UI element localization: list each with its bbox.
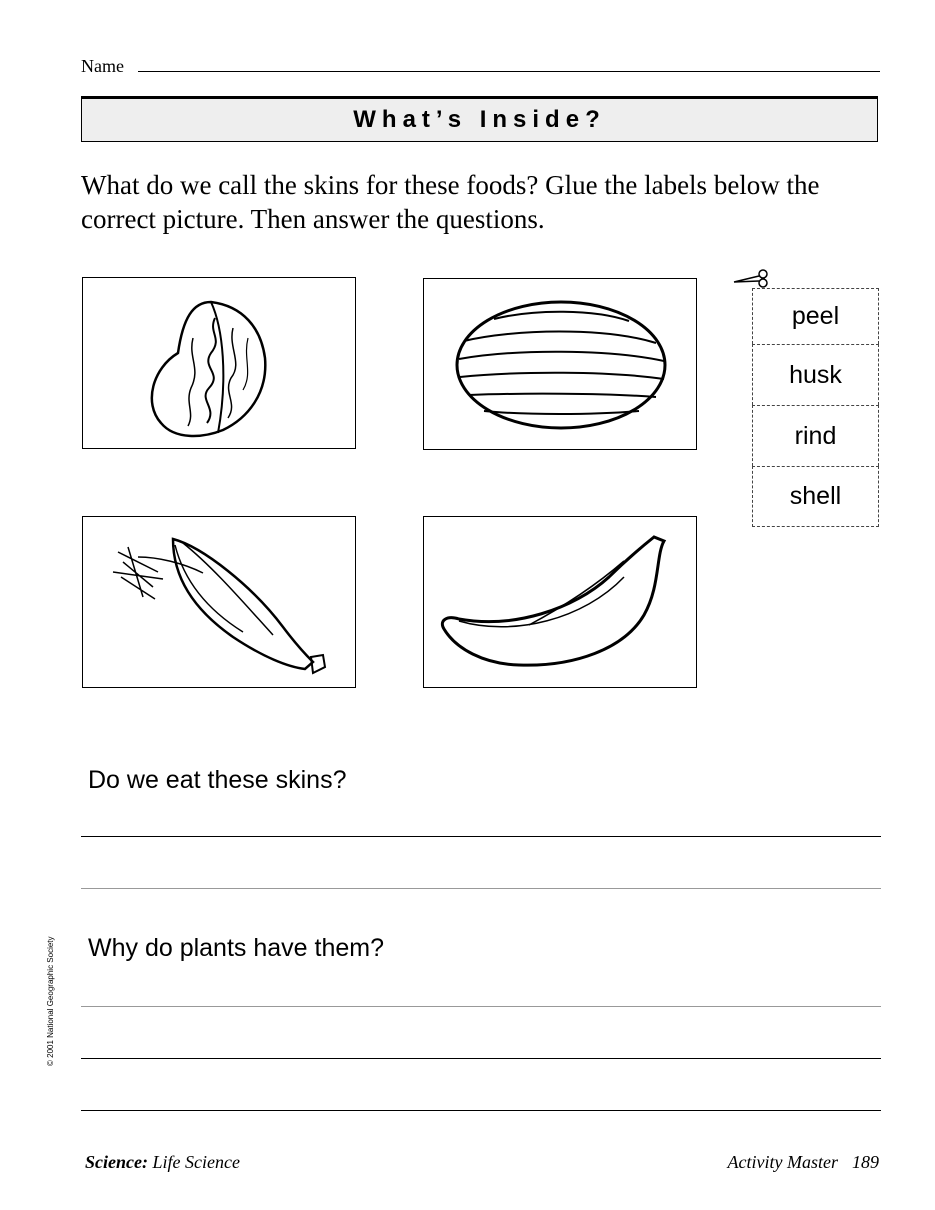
name-label: Name	[81, 56, 124, 76]
page-title: What’s Inside?	[353, 106, 606, 133]
title-banner	[81, 96, 878, 142]
picture-banana	[423, 516, 697, 688]
label-husk[interactable]: husk	[752, 344, 879, 405]
footer-page-info	[728, 1152, 879, 1173]
cutout-labels	[752, 288, 879, 527]
banana-peel-icon	[424, 517, 698, 691]
answer-line[interactable]	[81, 1058, 881, 1059]
picture-watermelon	[423, 278, 697, 450]
page-number: 189	[852, 1152, 879, 1172]
footer-subject	[85, 1152, 240, 1173]
label-peel[interactable]: peel	[752, 288, 879, 344]
question-1: Do we eat these skins?	[88, 766, 347, 794]
answer-line[interactable]	[81, 888, 881, 889]
name-write-line[interactable]	[138, 71, 880, 72]
answer-line[interactable]	[81, 836, 881, 837]
footer-subject-label: Science:	[85, 1152, 148, 1172]
footer-doc-type: Activity Master	[727, 1152, 838, 1172]
instructions: What do we call the skins for these foods? Glue the labels below the correct picture. Then answer the questions.	[81, 170, 820, 234]
watermelon-rind-icon	[424, 279, 698, 453]
corn-husk-icon	[83, 517, 357, 691]
question-2: Why do plants have them?	[88, 934, 384, 962]
answer-line[interactable]	[81, 1006, 881, 1007]
label-shell[interactable]: shell	[752, 466, 879, 527]
footer-topic: Life Science	[152, 1152, 240, 1172]
scissors-icon	[732, 268, 772, 288]
picture-corn	[82, 516, 356, 688]
walnut-shell-icon	[83, 278, 357, 450]
label-rind[interactable]: rind	[752, 405, 879, 466]
answer-line[interactable]	[81, 1110, 881, 1111]
copyright: © 2001 National Geographic Society	[46, 936, 55, 1066]
picture-walnut	[82, 277, 356, 449]
